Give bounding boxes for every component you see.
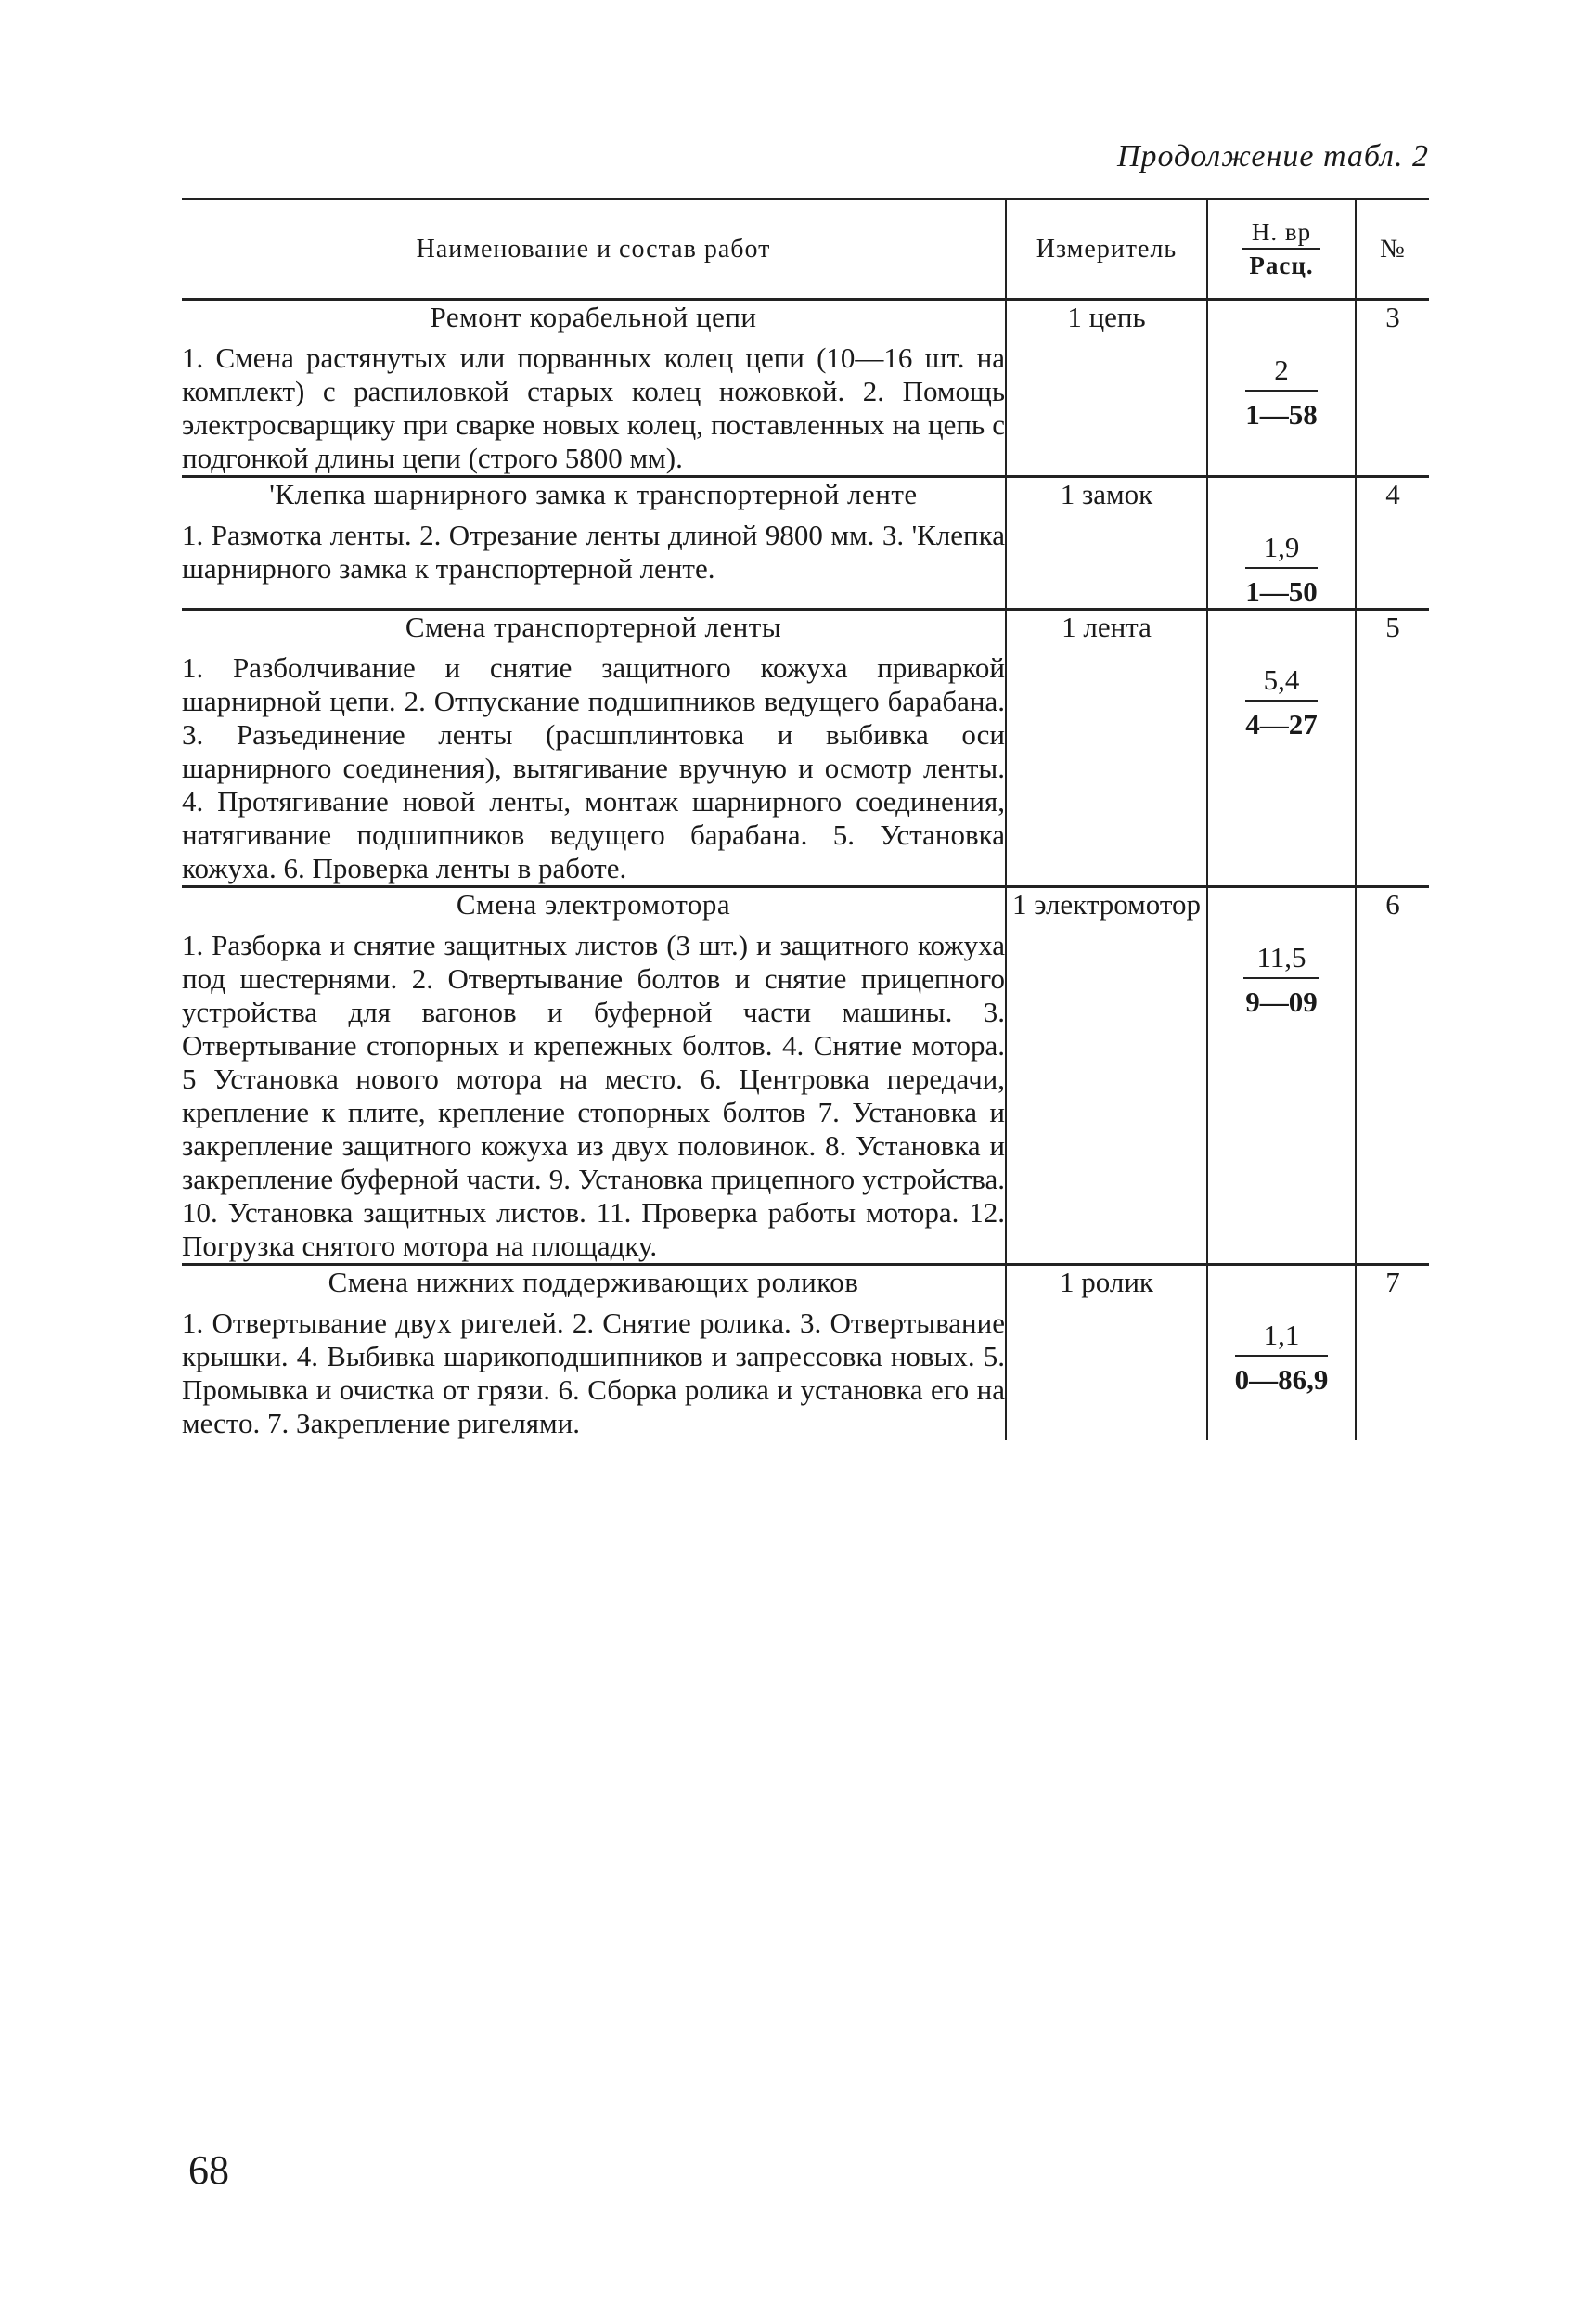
work-cell (182, 610, 1006, 887)
table-row (182, 610, 1429, 887)
section-title: Смена электромотора (456, 888, 731, 921)
norm-cell (1207, 610, 1356, 887)
unit-cell: 1 лента (1006, 610, 1207, 887)
table-row (182, 887, 1429, 1265)
norm-cell (1207, 887, 1356, 1265)
section-title: 'Клепка шарнирного замка к транспортерной ленте (269, 478, 918, 510)
header-number: № (1356, 200, 1429, 300)
norm-time: 11,5 (1243, 942, 1319, 979)
rate: 1—50 (1245, 575, 1318, 608)
norm-cell (1207, 477, 1356, 610)
section-body: 1. Смена растянутых или порванных колец цепи (10—16 шт. на комплект) с распиловкой старых колец ножовкой. 2. Помощь электросварщику при сварке новых колец, поставленных на цепь с подгонкой длины цепи (строго 5800 мм). (182, 341, 1005, 474)
unit-cell: 1 ролик (1006, 1265, 1207, 1441)
unit-cell: 1 цепь (1006, 300, 1207, 477)
norm-cell (1207, 300, 1356, 477)
header-norm-time: Н. вр (1242, 218, 1320, 250)
table-row (182, 477, 1429, 610)
norm-time: 5,4 (1245, 664, 1318, 702)
work-cell (182, 1265, 1006, 1441)
row-number: 5 (1356, 610, 1429, 887)
table-header-row (182, 200, 1429, 300)
row-number: 7 (1356, 1265, 1429, 1441)
norm-time: 1,1 (1235, 1320, 1329, 1357)
work-cell (182, 887, 1006, 1265)
section-body: 1. Разборка и снятие защитных листов (3 шт.) и защитного кожуха под шестернями. 2. Отвертывание болтов и снятие прицепного устройства для вагонов и буферной части машины. 3. Отвертывание стопорных и крепежных болтов. 4. Снятие мотора. 5 Установка нового мотора на место. 6. Центровка передачи, крепление к плите, крепление стопорных болтов 7. Установка и закрепление защитного кожуха из двух половинок. 8. Установка и закрепление буферной части. 9. Установка прицепного устройства. 10. Установка защитных листов. 11. Проверка работы мотора. 12. Погрузка снятого мотора на площадку. (182, 929, 1005, 1262)
rate: 1—58 (1245, 398, 1318, 431)
header-work: Наименование и состав работ (182, 200, 1006, 300)
norm-cell (1207, 1265, 1356, 1441)
rate: 4—27 (1245, 708, 1318, 741)
unit-cell: 1 электромотор (1006, 887, 1207, 1265)
section-title: Смена нижних поддерживающих роликов (328, 1266, 859, 1298)
norm-time: 2 (1245, 354, 1318, 392)
table-row (182, 1265, 1429, 1441)
section-title: Смена транспортерной ленты (405, 611, 782, 643)
page-number: 68 (188, 2147, 229, 2193)
rate: 9—09 (1245, 986, 1318, 1018)
row-number: 6 (1356, 887, 1429, 1265)
row-number: 3 (1356, 300, 1429, 477)
work-cell (182, 477, 1006, 610)
section-body: 1. Разболчивание и снятие защитного кожуха приваркой шарнирной цепи. 2. Отпускание подшипников ведущего барабана. 3. Разъединение ленты (расшплинтовка и выбивка оси шарнирного соединения), вытягивание вручную и осмотр ленты. 4. Протягивание новой ленты, монтаж шарнирного соединения, натягивание подшипников ведущего барабана. 5. Установка кожуха. 6. Проверка ленты в работе. (182, 651, 1005, 884)
section-title: Ремонт корабельной цепи (430, 301, 757, 333)
section-body: 1. Размотка ленты. 2. Отрезание ленты длиной 9800 мм. 3. 'Клепка шарнирного замка к транспортерной ленте. (182, 519, 1005, 585)
section-body: 1. Отвертывание двух ригелей. 2. Снятие ролика. 3. Отвертывание крышки. 4. Выбивка шарикоподшипников и запрессовка новых. 5. Промывка и очистка от грязи. 6. Сборка ролика и установка его на место. 7. Закрепление ригелями. (182, 1307, 1005, 1439)
unit-cell: 1 замок (1006, 477, 1207, 610)
table-row (182, 300, 1429, 477)
header-norm (1207, 200, 1356, 300)
work-norms-table (182, 198, 1429, 1440)
header-rate: Расц. (1249, 251, 1314, 279)
continuation-label: Продолжение табл. 2 (1116, 139, 1429, 174)
norm-time: 1,9 (1245, 532, 1318, 569)
header-unit: Измеритель (1006, 200, 1207, 300)
rate: 0—86,9 (1234, 1363, 1329, 1396)
row-number: 4 (1356, 477, 1429, 610)
work-cell (182, 300, 1006, 477)
